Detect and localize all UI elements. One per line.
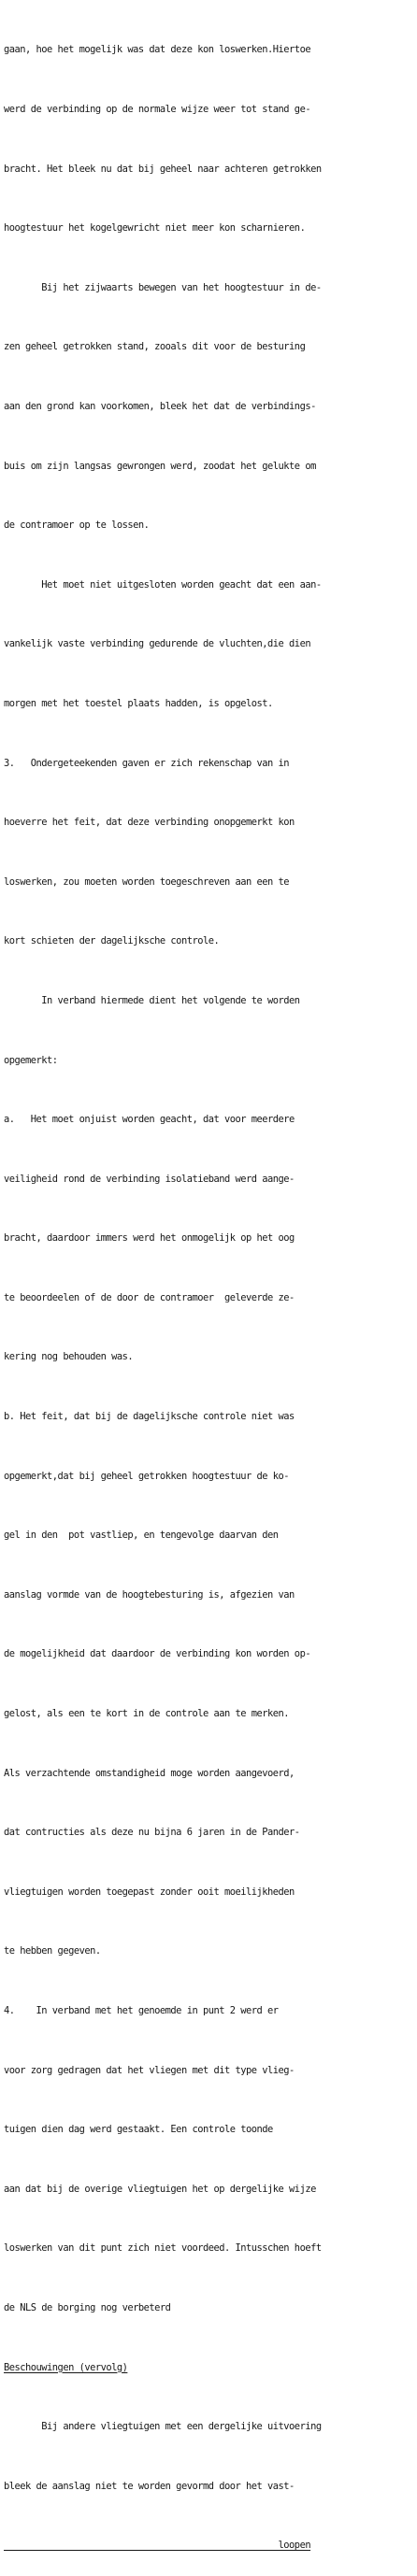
text-line: zen geheel getrokken stand, zooals dit voor de besturing (4, 341, 306, 353)
text-line: veiligheid rond de verbinding isolatieband werd aange- (4, 1173, 295, 1185)
text-line: loswerken, zou moeten worden toegeschreven aan een te (4, 875, 290, 888)
text-line: de contramoer op te lossen. (4, 519, 150, 532)
text-line: opgemerkt: (4, 1054, 58, 1066)
text-line: loswerken van dit punt zich niet voordeed. Intusschen hoeft (4, 2242, 322, 2255)
text-line: vankelijk vaste verbinding gedurende de vluchten,die dien (4, 638, 311, 650)
section-heading: Beschouwingen (vervolg) (4, 2361, 128, 2373)
text-line: kering nog behouden was. (4, 1351, 134, 1363)
text-line: gaan, hoe het mogelijk was dat deze kon loswerken.Hiertoe (4, 44, 311, 56)
text-line: werd de verbinding op de normale wijze weer tot stand ge- (4, 104, 311, 115)
text-line: Bij andere vliegtuigen met een dergelijke uitvoering (4, 2421, 322, 2433)
text-line: a. Het moet onjuist worden geacht, dat voor meerdere (4, 1114, 295, 1126)
text-line: vliegtuigen worden toegepast zonder ooit moeilijkheden (4, 1886, 295, 1898)
continuation-word: loopen (4, 2540, 311, 2552)
text-line: morgen met het toestel plaats hadden, is opgelost. (4, 697, 273, 709)
text-line: hoeverre het feit, dat deze verbinding onopgemerkt kon (4, 817, 295, 829)
text-line: Bij het zijwaarts bewegen van het hoogtestuur in de- (4, 281, 322, 293)
text-line: dat contructies als deze nu bijna 6 jaren in de Pander- (4, 1827, 300, 1839)
text-line: te beoordeelen of de door de contramoer geleverde ze- (4, 1291, 295, 1303)
text-line: aan den grond kan voorkomen, bleek het dat de verbindings- (4, 400, 316, 412)
text-line: opgemerkt,dat bij geheel getrokken hoogtestuur de ko- (4, 1470, 290, 1482)
text-line: In verband hiermede dient het volgende te worden (4, 994, 300, 1006)
text-line: Het moet niet uitgesloten worden geacht dat een aan- (4, 578, 322, 591)
text-line: buis om zijn langsas gewrongen werd, zoodat het gelukte om (4, 460, 316, 472)
text-line: aanslag vormde van de hoogtebesturing is, afgezien van (4, 1588, 295, 1601)
text-line: bleek de aanslag niet te worden gevormd door het vast- (4, 2480, 295, 2492)
text-line: te hebben gegeven. (4, 1945, 101, 1957)
text-line: bracht, daardoor immers werd het onmogelijk op het oog (4, 1232, 295, 1245)
text-line: voor zorg gedragen dat het vliegen met dit type vlieg- (4, 2064, 295, 2076)
text-line: Als verzachtende omstandigheid moge worden aangevoerd, (4, 1767, 295, 1779)
text-line: gelost, als een te kort in de controle aan te merken. (4, 1708, 290, 1720)
text-line: aan dat bij de overige vliegtuigen het op dergelijke wijze (4, 2183, 316, 2195)
text-line: hoogtestuur het kogelgewricht niet meer kon scharnieren. (4, 222, 306, 235)
text-line: gel in den pot vastliep, en tengevolge daarvan den (4, 1530, 279, 1542)
text-line: de mogelijkheid dat daardoor de verbinding kon worden op- (4, 1648, 311, 1660)
text-line: 3. Ondergeteekenden gaven er zich rekenschap van in (4, 757, 290, 769)
text-line: tuigen dien dag werd gestaakt. Een controle toonde (4, 2124, 273, 2136)
text-line: de NLS de borging nog verbeterd (4, 2301, 171, 2313)
text-line: kort schieten der dagelijksche controle. (4, 935, 220, 947)
text-line: bracht. Het bleek nu dat bij geheel naar achteren getrokken (4, 163, 322, 175)
text-line: b. Het feit, dat bij de dagelijksche controle niet was (4, 1411, 295, 1423)
text-line: 4. In verband met het genoemde in punt 2 werd er (4, 2005, 279, 2016)
